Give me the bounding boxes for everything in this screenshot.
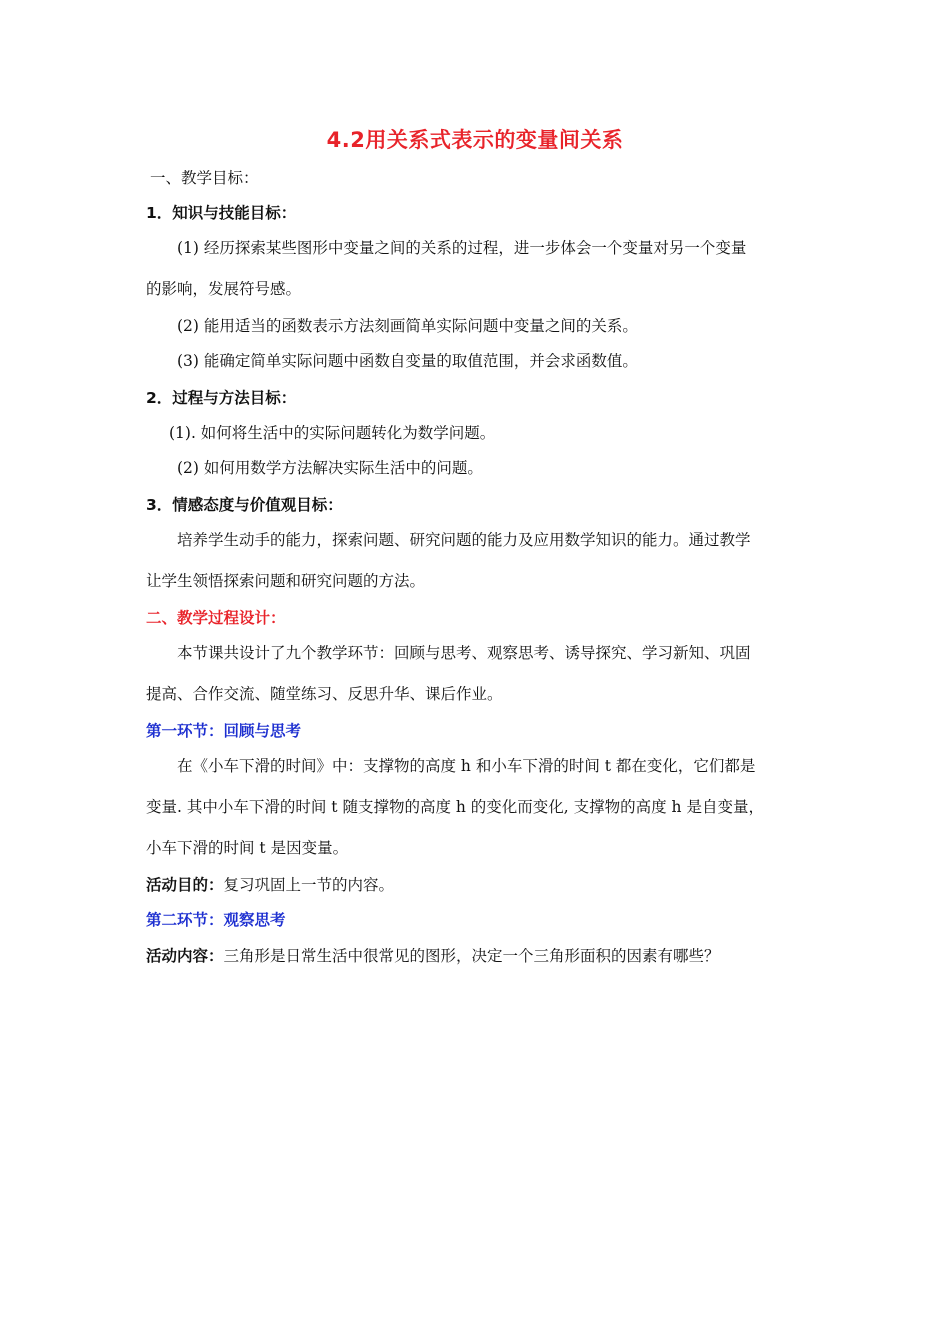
step2-content — [146, 944, 720, 966]
attitude-line-2: 让学生领悟探索问题和研究问题的方法。 — [146, 572, 426, 590]
goal-item-1-line1: (1) 经历探索某些图形中变量之间的关系的过程，进一步体会一个变量对另一个变量 — [177, 239, 747, 257]
step1-purpose-label: 活动目的： — [146, 876, 224, 894]
step2-content-label: 活动内容： — [146, 947, 224, 965]
process-method-heading: 2．过程与方法目标： — [146, 389, 297, 407]
goal-item-3: (3) 能确定简单实际问题中函数自变量的取值范围，并会求函数值。 — [177, 352, 638, 370]
process-item-1: (1). 如何将生活中的实际问题转化为数学问题。 — [169, 424, 496, 442]
step2-content-text: 三角形是日常生活中很常见的图形，决定一个三角形面积的因素有哪些？ — [223, 947, 720, 965]
document-title: 4.2用关系式表示的变量间关系 — [326, 128, 624, 152]
step2-heading: 第二环节：观察思考 — [146, 911, 286, 929]
attitude-values-heading: 3．情感态度与价值观目标： — [146, 496, 343, 514]
step1-line-2: 变量. 其中小车下滑的时间 t 随支撑物的高度 h 的变化而变化, 支撑物的高度 h 是自变量， — [146, 798, 764, 816]
goal-item-1-line2: 的影响，发展符号感。 — [146, 280, 302, 298]
section1-heading: 一、教学目标： — [150, 169, 259, 187]
section2-line-1: 本节课共设计了九个教学环节：回顾与思考、观察思考、诱导探究、学习新知、巩固 — [177, 644, 751, 662]
section2-heading: 二、教学过程设计： — [146, 609, 286, 627]
step1-purpose-text: 复习巩固上一节的内容。 — [223, 876, 395, 894]
step1-purpose — [146, 873, 394, 895]
step1-line-3: 小车下滑的时间 t 是因变量。 — [146, 839, 349, 857]
step1-heading: 第一环节：回顾与思考 — [146, 722, 302, 740]
knowledge-skills-heading: 1．知识与技能目标： — [146, 204, 297, 222]
step1-line-1: 在《小车下滑的时间》中：支撑物的高度 h 和小车下滑的时间 t 都在变化，它们都是 — [177, 757, 756, 775]
section2-line-2: 提高、合作交流、随堂练习、反思升华、课后作业。 — [146, 685, 503, 703]
goal-item-2: (2) 能用适当的函数表示方法刻画简单实际问题中变量之间的关系。 — [177, 317, 638, 335]
process-item-2: (2) 如何用数学方法解决实际生活中的问题。 — [177, 459, 483, 477]
attitude-line-1: 培养学生动手的能力，探索问题、研究问题的能力及应用数学知识的能力。通过教学 — [177, 531, 751, 549]
